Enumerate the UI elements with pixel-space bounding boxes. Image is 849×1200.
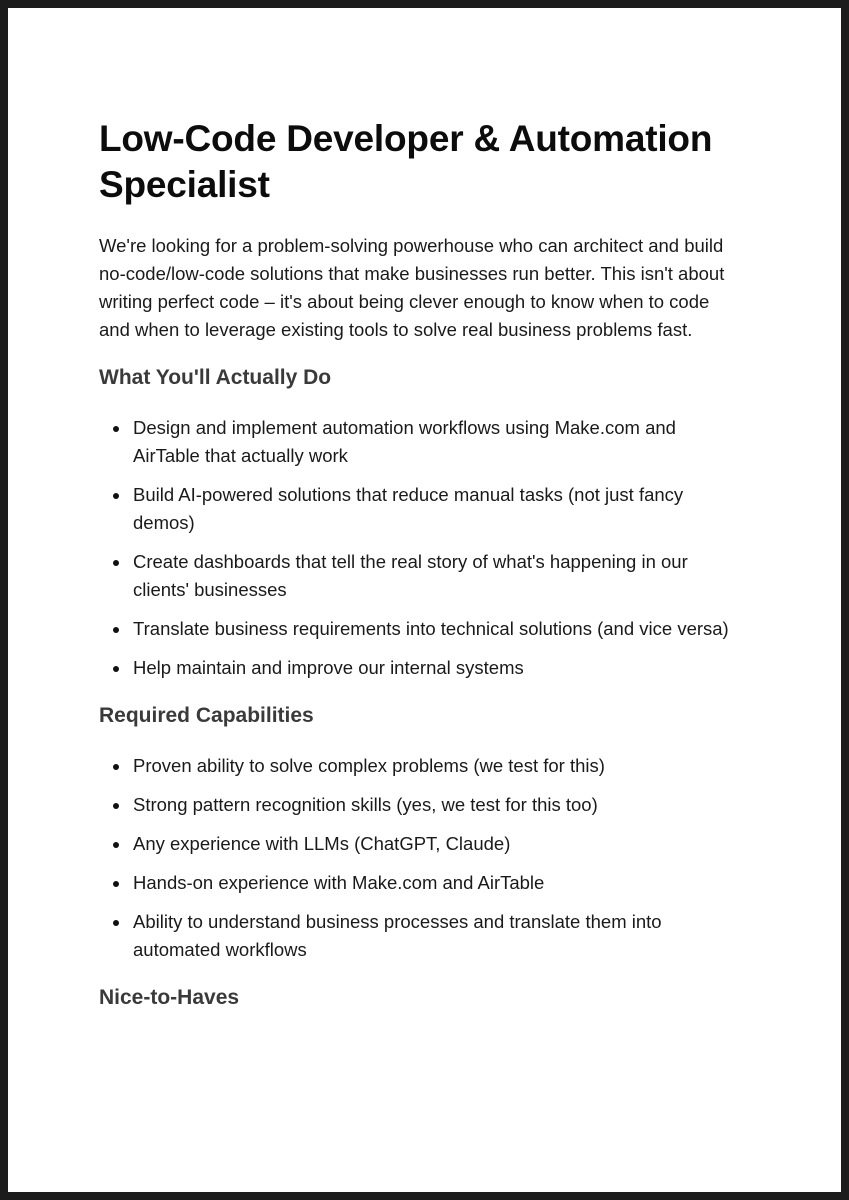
bullet-icon: [113, 881, 119, 887]
section-heading-required-capabilities: Required Capabilities: [99, 704, 314, 727]
list-item-text: Strong pattern recognition skills (yes, we test for this too): [133, 794, 598, 815]
list-item-text: Any experience with LLMs (ChatGPT, Claude): [133, 833, 511, 854]
list-item: [99, 414, 739, 470]
bullet-icon: [113, 920, 119, 926]
list-item: [99, 615, 739, 643]
list-item: [99, 548, 739, 604]
list-item: [99, 752, 739, 780]
list-item-text: Help maintain and improve our internal systems: [133, 657, 524, 678]
document-content: [99, 116, 739, 1012]
list-item-text: Ability to understand business processes and translate them into automated workflows: [133, 911, 662, 960]
list-item-text: Create dashboards that tell the real story of what's happening in our clients' businesses: [133, 551, 688, 600]
list-item-text: Build AI-powered solutions that reduce manual tasks (not just fancy demos): [133, 484, 684, 533]
bullet-icon: [113, 666, 119, 672]
list-item-text: Proven ability to solve complex problems (we test for this): [133, 755, 605, 776]
list-item-text: Hands-on experience with Make.com and AirTable: [133, 872, 545, 893]
list-item: [99, 869, 739, 897]
list-item: [99, 481, 739, 537]
bullet-icon: [113, 627, 119, 633]
list-item: [99, 654, 739, 682]
list-item: [99, 908, 739, 964]
bullet-icon: [113, 764, 119, 770]
document-page: [8, 8, 841, 1192]
duties-list: [99, 414, 739, 682]
page-title: Low-Code Developer & Automation Specialist: [99, 118, 713, 205]
list-item-text: Design and implement automation workflows using Make.com and AirTable that actually work: [133, 417, 676, 466]
intro-paragraph: We're looking for a problem-solving powerhouse who can architect and build no-code/low-code solutions that make businesses run better. This isn't about writing perfect code – it's about being clever enough to know when to code and when to leverage existing tools to solve real business problems fast.: [99, 235, 725, 340]
list-item: [99, 830, 739, 858]
bullet-icon: [113, 426, 119, 432]
bullet-icon: [113, 560, 119, 566]
section-heading-what-you-do: What You'll Actually Do: [99, 366, 332, 389]
bullet-icon: [113, 803, 119, 809]
requirements-list: [99, 752, 739, 964]
list-item-text: Translate business requirements into technical solutions (and vice versa): [133, 618, 729, 639]
bullet-icon: [113, 842, 119, 848]
list-item: [99, 791, 739, 819]
bullet-icon: [113, 493, 119, 499]
section-heading-nice-to-haves: Nice-to-Haves: [99, 986, 240, 1009]
